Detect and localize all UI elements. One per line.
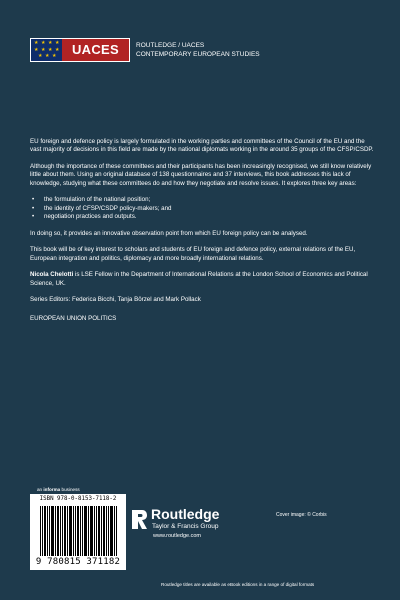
blurb bbox=[30, 138, 375, 331]
blurb-paragraph-2: Although the importance of these committees and their participants has been increasingly recognised, we still know relatively little about them. Using an original database of 138 questionnaires and 37 interviews, this book addresses this lack of knowledge, studying what these committees do and how they negotiate and resolve issues. It explores three key areas: bbox=[30, 162, 372, 187]
barcode bbox=[30, 494, 126, 570]
publisher-group: Taylor & Francis Group bbox=[152, 523, 219, 530]
series-line-1: ROUTLEDGE / UACES bbox=[136, 42, 205, 49]
key-areas-list bbox=[30, 196, 375, 221]
author-bio-text: is LSE Fellow in the Department of International Relations at the London School of Economics and Political Science, UK. bbox=[30, 271, 368, 287]
author-bio bbox=[30, 271, 375, 288]
eu-stars-icon: ★ ★ ★ ★ ★ ★ ★ ★ ★ ★ ★ bbox=[31, 39, 62, 61]
list-item: • negotiation practices and outputs. bbox=[30, 213, 375, 221]
informa-brand: informa bbox=[43, 487, 61, 492]
publisher-name: Routledge bbox=[151, 506, 220, 522]
barcode-number: 9 780815 371182 bbox=[35, 557, 121, 567]
blurb-paragraph-1: EU foreign and defence policy is largely formulated in the working parties and committees of the Council of the EU and the vast majority of decisions in this field are made by the national diplomats working in the around 35 groups of the CFSP/CSDP. bbox=[30, 138, 374, 154]
ebook-note: Routledge titles are available as eBook editions in a range of digital formats bbox=[161, 582, 315, 587]
routledge-logo-icon bbox=[131, 509, 148, 530]
blurb-paragraph-3: In doing so, it provides an innovative observation point from which EU foreign policy can be analysed. bbox=[30, 229, 308, 237]
blurb-paragraph-4: This book will be of key interest to scholars and students of EU foreign and defence policy, external relations of the EU, European integration and politics, diplomacy and more broadly international relations. bbox=[30, 246, 356, 262]
series-name bbox=[136, 42, 260, 59]
author-name: Nicola Chelotti bbox=[30, 271, 74, 279]
subject-category: EUROPEAN UNION POLITICS bbox=[30, 314, 117, 322]
isbn-label: ISBN 978-0-8153-7118-2 bbox=[39, 496, 117, 502]
cover-image-credit: Cover image: © Corbis bbox=[276, 512, 327, 518]
informa-business-label bbox=[37, 487, 80, 492]
informa-prefix: an bbox=[37, 487, 44, 492]
uaces-logo-text: UACES bbox=[62, 39, 129, 61]
publisher-url: www.routledge.com bbox=[153, 533, 201, 539]
series-line-2: CONTEMPORARY EUROPEAN STUDIES bbox=[136, 50, 260, 58]
uaces-logo bbox=[30, 38, 130, 62]
list-item: • the formulation of the national position; bbox=[30, 196, 375, 204]
list-item: • the identity of CFSP/CSDP policy-makers; and bbox=[30, 205, 375, 213]
informa-suffix: business bbox=[60, 487, 80, 492]
series-editors: Series Editors: Federica Bicchi, Tanja Börzel and Mark Pollack bbox=[30, 296, 201, 304]
barcode-bars bbox=[40, 506, 118, 556]
